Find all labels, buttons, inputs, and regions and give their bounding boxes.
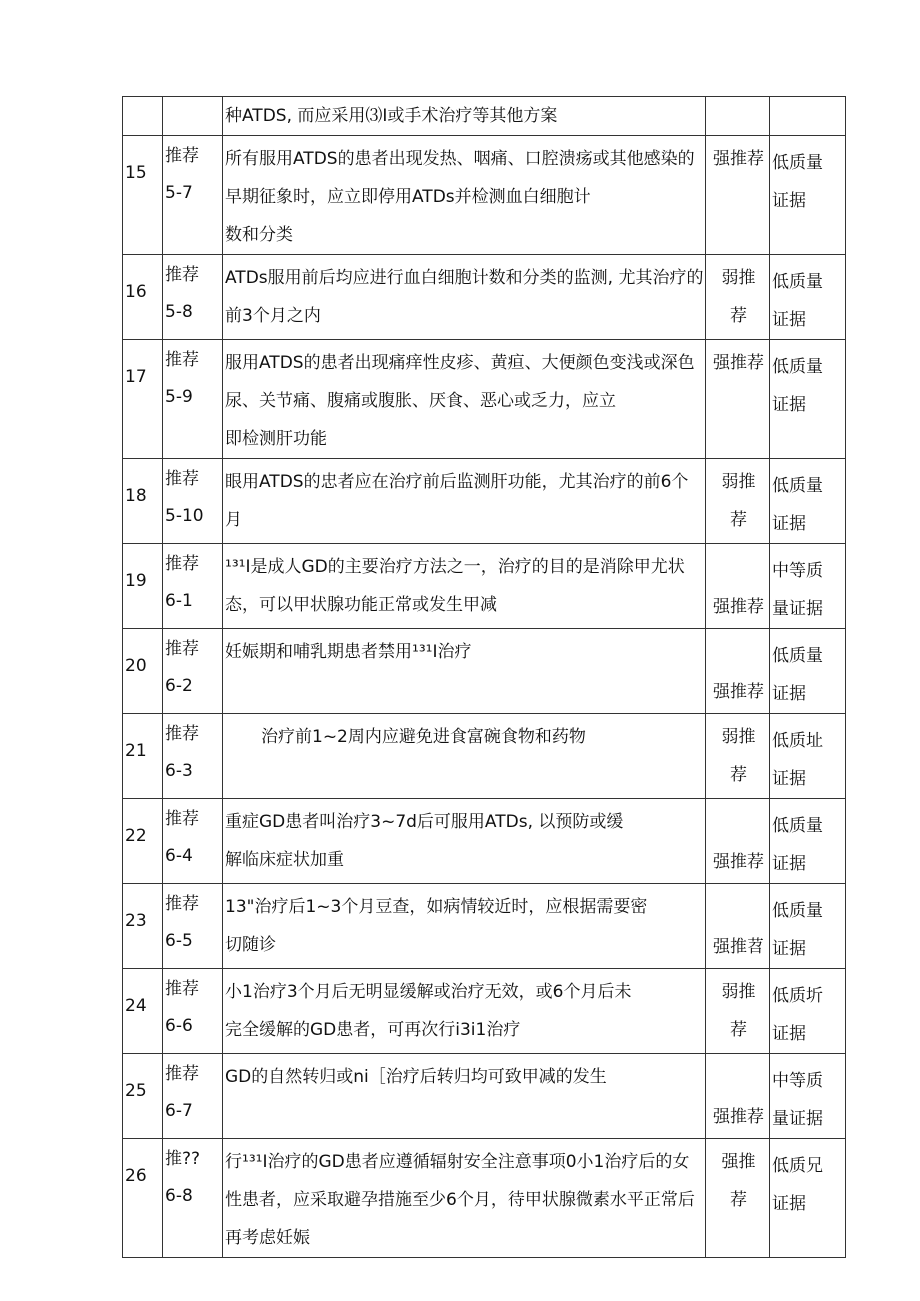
table-row bbox=[123, 340, 846, 459]
recommendation-table bbox=[122, 96, 846, 1258]
recommendation-id-cell: 推?? 6-8 bbox=[163, 1139, 223, 1258]
evidence-quality-cell bbox=[770, 97, 846, 136]
table-row bbox=[123, 629, 846, 714]
evidence-quality-cell: 低质量 证据 bbox=[770, 459, 846, 544]
recommendation-content-cell: GD的自然转归或ni［治疗后转归均可致甲减的发生 bbox=[223, 1054, 706, 1139]
table-row bbox=[123, 714, 846, 799]
recommendation-grade-cell: 弱推 荐 bbox=[706, 969, 770, 1054]
recommendation-grade-cell: 强推荐 bbox=[706, 544, 770, 629]
recommendation-content-cell: 眼用ATDS的忠者应在治疗前后监测肝功能，尤其治疗的前6个月 bbox=[223, 459, 706, 544]
recommendation-id-cell: 推荐 5-10 bbox=[163, 459, 223, 544]
evidence-quality-cell: 低质量 证据 bbox=[770, 340, 846, 459]
recommendation-grade-cell: 弱推 荐 bbox=[706, 255, 770, 340]
recommendation-id-cell bbox=[163, 97, 223, 136]
recommendation-grade-cell: 强推荐 bbox=[706, 136, 770, 255]
evidence-quality-cell: 低质量 证据 bbox=[770, 629, 846, 714]
recommendation-content-cell: 种ATDS, 而应采用⑶I或手术治疗等其他方案 bbox=[223, 97, 706, 136]
row-number-cell: 20 bbox=[123, 629, 163, 714]
recommendation-grade-cell: 强推 荐 bbox=[706, 1139, 770, 1258]
recommendation-content-cell: ¹³¹I是成人GD的主要治疗方法之一，治疗的目的是消除甲尤状态，可以甲状腺功能正常或发生甲减 bbox=[223, 544, 706, 629]
table-row bbox=[123, 255, 846, 340]
recommendation-content-cell: 妊娠期和哺乳期患者禁用¹³¹I治疗 bbox=[223, 629, 706, 714]
recommendation-id-cell: 推荐 6-5 bbox=[163, 884, 223, 969]
recommendation-content-cell: 行¹³¹I治疗的GD患者应遵循辐射安全注意事项0小1治疗后的女性患者，应采取避孕措施至少6个月，待甲状腺微素水平正常后再考虑妊娠 bbox=[223, 1139, 706, 1258]
table-row bbox=[123, 1139, 846, 1258]
recommendation-id-cell: 推荐 5-7 bbox=[163, 136, 223, 255]
row-number-cell bbox=[123, 97, 163, 136]
row-number-cell: 24 bbox=[123, 969, 163, 1054]
evidence-quality-cell: 低质量 证据 bbox=[770, 799, 846, 884]
table-row bbox=[123, 1054, 846, 1139]
recommendation-content-cell: 所有服用ATDS的患者出现发热、咽痛、口腔溃疡或其他感染的早期征象时，应立即停用ATDs并检测血白细胞计 数和分类 bbox=[223, 136, 706, 255]
recommendation-id-cell: 推荐 6-2 bbox=[163, 629, 223, 714]
recommendation-grade-cell: 强推荐 bbox=[706, 629, 770, 714]
evidence-quality-cell: 低质址 证据 bbox=[770, 714, 846, 799]
row-number-cell: 21 bbox=[123, 714, 163, 799]
table-row bbox=[123, 799, 846, 884]
recommendation-content-cell: 重症GD患者叫治疗3~7d后可服用ATDs, 以预防或缓 解临床症状加重 bbox=[223, 799, 706, 884]
row-number-cell: 17 bbox=[123, 340, 163, 459]
evidence-quality-cell: 低质量 证据 bbox=[770, 255, 846, 340]
recommendation-content-cell: 13"治疗后1~3个月豆查，如病情较近时，应根据需要密 切随诊 bbox=[223, 884, 706, 969]
evidence-quality-cell: 低质量 证据 bbox=[770, 884, 846, 969]
evidence-quality-cell: 低质圻 证据 bbox=[770, 969, 846, 1054]
evidence-quality-cell: 中等质 量证据 bbox=[770, 1054, 846, 1139]
recommendation-content-cell: 服用ATDS的患者出现痛痒性皮疹、黄疸、大便颜色变浅或深色尿、关节痛、腹痛或腹胀、厌食、恶心或乏力，应立 即检测肝功能 bbox=[223, 340, 706, 459]
recommendation-grade-cell: 强推荐 bbox=[706, 1054, 770, 1139]
recommendation-grade-cell: 强推荐 bbox=[706, 799, 770, 884]
recommendation-content-cell: ATDs服用前后均应进行血白细胞计数和分类的监测, 尤其治疗的前3个月之内 bbox=[223, 255, 706, 340]
row-number-cell: 16 bbox=[123, 255, 163, 340]
recommendation-id-cell: 推荐 5-9 bbox=[163, 340, 223, 459]
recommendation-id-cell: 推荐 6-1 bbox=[163, 544, 223, 629]
evidence-quality-cell: 低质兄 证据 bbox=[770, 1139, 846, 1258]
recommendation-content-cell: 治疗前1~2周内应避免进食富碗食物和药物 bbox=[223, 714, 706, 799]
table-row bbox=[123, 969, 846, 1054]
row-number-cell: 22 bbox=[123, 799, 163, 884]
table-row bbox=[123, 884, 846, 969]
recommendation-id-cell: 推荐 6-4 bbox=[163, 799, 223, 884]
evidence-quality-cell: 低质量 证据 bbox=[770, 136, 846, 255]
recommendation-grade-cell: 强推苕 bbox=[706, 884, 770, 969]
row-number-cell: 15 bbox=[123, 136, 163, 255]
recommendation-grade-cell bbox=[706, 97, 770, 136]
row-number-cell: 26 bbox=[123, 1139, 163, 1258]
table-row bbox=[123, 544, 846, 629]
table-row bbox=[123, 459, 846, 544]
recommendation-grade-cell: 弱推 荐 bbox=[706, 459, 770, 544]
recommendation-id-cell: 推荐 5-8 bbox=[163, 255, 223, 340]
recommendation-id-cell: 推荐 6-3 bbox=[163, 714, 223, 799]
row-number-cell: 23 bbox=[123, 884, 163, 969]
recommendation-grade-cell: 强推荐 bbox=[706, 340, 770, 459]
row-number-cell: 19 bbox=[123, 544, 163, 629]
recommendation-id-cell: 推荐 6-6 bbox=[163, 969, 223, 1054]
row-number-cell: 18 bbox=[123, 459, 163, 544]
table-row bbox=[123, 136, 846, 255]
table-row bbox=[123, 97, 846, 136]
evidence-quality-cell: 中等质 量证据 bbox=[770, 544, 846, 629]
recommendation-grade-cell: 弱推 荐 bbox=[706, 714, 770, 799]
recommendation-id-cell: 推荐 6-7 bbox=[163, 1054, 223, 1139]
recommendation-content-cell: 小1治疗3个月后无明显缓解或治疗无效，或6个月后未 完全缓解的GD患者，可再次行i3i1治疗 bbox=[223, 969, 706, 1054]
row-number-cell: 25 bbox=[123, 1054, 163, 1139]
